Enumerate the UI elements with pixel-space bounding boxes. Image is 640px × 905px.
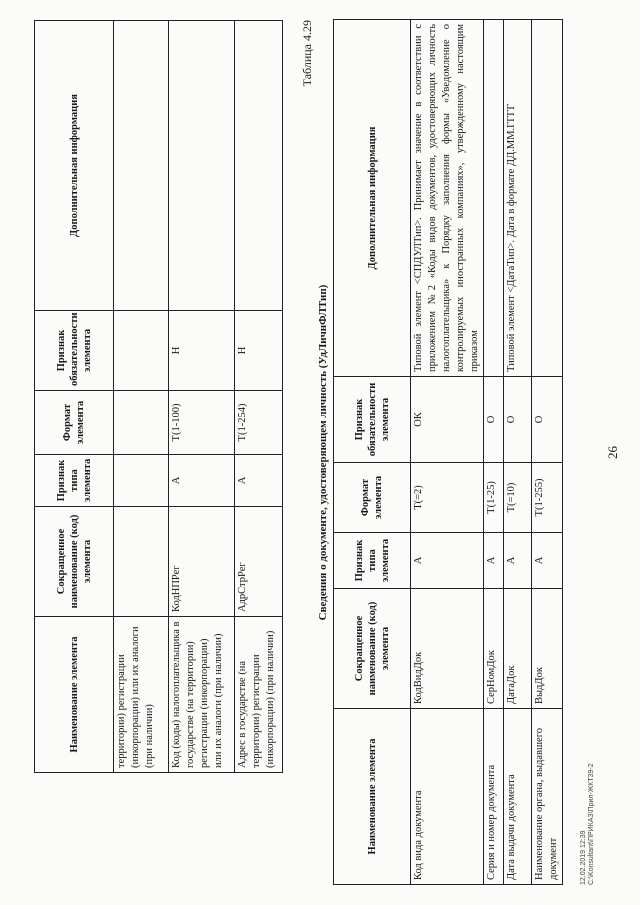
table-cell: ДатаДок <box>504 589 532 709</box>
table-cell: О <box>504 377 532 463</box>
table-row <box>484 20 504 885</box>
table-cell: Код вида документа <box>411 709 484 885</box>
footer-path: C:\Konsultant\ПРИКАЗ\Прил-ЖКТ39-2 <box>588 763 595 885</box>
table-cell: Т(1-255) <box>532 463 563 533</box>
table-cell: Т(1-254) <box>235 391 283 455</box>
table-cell <box>484 20 504 377</box>
table-cell: А <box>504 533 532 589</box>
table-4-29 <box>333 19 563 885</box>
col-header: Дополнительная информация <box>35 21 114 311</box>
table-cell: Типовой элемент <ДатаТип>. Дата в формате ДД.ММ.ГГГГ <box>504 20 532 377</box>
footer-timestamp: 12.02.2019 12:39 <box>580 830 587 885</box>
table-cell: АдрСтрРег <box>235 507 283 617</box>
table-cell <box>169 21 235 311</box>
table-continued <box>34 20 283 773</box>
table-cell: Адрес в государстве (на территории) регистрации (инкорпорации) (при наличии) <box>235 617 283 773</box>
table-cell <box>114 455 169 507</box>
table-row <box>114 21 169 773</box>
table-cell: КодНПРег <box>169 507 235 617</box>
col-header: Наименование элемента <box>334 709 411 885</box>
table-cell <box>235 21 283 311</box>
col-header: Формат элемента <box>35 391 114 455</box>
table-cell: А <box>169 455 235 507</box>
print-footer <box>580 763 596 885</box>
table-cell: О <box>484 377 504 463</box>
table-cell: Код (коды) налогоплательщика в государстве (на территории) регистрации (инкорпорации) или их аналоги (при наличии) <box>169 617 235 773</box>
table-header-row <box>334 20 411 885</box>
table-cell: Наименование органа, выдавшего документ <box>532 709 563 885</box>
table-cell: ВыдДок <box>532 589 563 709</box>
table-cell: Н <box>235 311 283 391</box>
table-cell: А <box>411 533 484 589</box>
table-cell: Н <box>169 311 235 391</box>
table-row <box>169 21 235 773</box>
table-cell: Т(=10) <box>504 463 532 533</box>
table-cell <box>114 311 169 391</box>
table-cell: СерНомДок <box>484 589 504 709</box>
table-cell: Серия и номер документа <box>484 709 504 885</box>
table-cell: Т(1-100) <box>169 391 235 455</box>
table-cell: КодВидДок <box>411 589 484 709</box>
page-number: 26 <box>605 446 620 459</box>
table-cell: Дата выдачи документа <box>504 709 532 885</box>
col-header: Сокращенное наименование (код) элемента <box>334 589 411 709</box>
table-cell <box>114 21 169 311</box>
col-header: Признак обязательности элемента <box>35 311 114 391</box>
table-cell: Т(1-25) <box>484 463 504 533</box>
table-caption: Сведения о документе, удостоверяющем личность (УдЛичнФЛТип) <box>317 284 329 621</box>
table-cell: территории) регистрации (инкорпорации) или их аналоги (при наличии) <box>114 617 169 773</box>
table-label: Таблица 4.29 <box>300 20 314 87</box>
table-cell: ОК <box>411 377 484 463</box>
col-header: Признак обязательности элемента <box>334 377 411 463</box>
col-header: Формат элемента <box>334 463 411 533</box>
table-cell: О <box>532 377 563 463</box>
table-cell: А <box>235 455 283 507</box>
table-cell <box>114 391 169 455</box>
col-header: Сокращенное наименование (код) элемента <box>35 507 114 617</box>
table-row <box>532 20 563 885</box>
table-row <box>504 20 532 885</box>
col-header: Признак типа элемента <box>35 455 114 507</box>
table-cell: Т(=2) <box>411 463 484 533</box>
table-cell: А <box>532 533 563 589</box>
table-cell: Типовой элемент <СПДУЛТип>. Принимает значение в соответствии с приложением №2 «Коды видов документов, удостоверяющих личность налогоплательщика» к Порядку заполнения формы «Уведомление о контролируемых иностранных компаниях», утвержденному настоящим приказом <box>411 20 484 377</box>
table-cell <box>532 20 563 377</box>
table-row <box>235 21 283 773</box>
col-header: Наименование элемента <box>35 617 114 773</box>
table-cell <box>114 507 169 617</box>
table-cell: А <box>484 533 504 589</box>
table-row <box>411 20 484 885</box>
table-header-row <box>35 21 114 773</box>
col-header: Дополнительная информация <box>334 20 411 377</box>
col-header: Признак типа элемента <box>334 533 411 589</box>
